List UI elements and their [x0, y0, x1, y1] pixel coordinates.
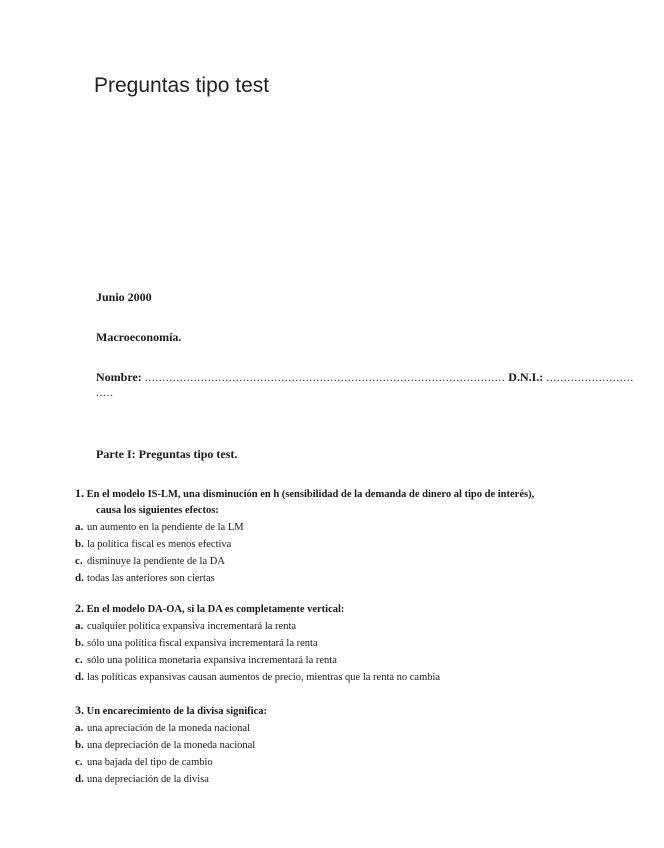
option-b [75, 635, 595, 652]
option-d [75, 771, 595, 788]
option-d [75, 669, 595, 686]
option-text: una depreciación de la moneda nacional [87, 740, 256, 751]
option-b [75, 737, 595, 754]
option-b [75, 536, 595, 553]
question-3 [75, 702, 595, 788]
option-text: una bajada del tipo de cambio [87, 757, 213, 768]
option-text: una depreciación de la divisa [87, 774, 209, 785]
option-text: disminuye la pendiente de la DA [87, 556, 225, 567]
option-a [75, 519, 595, 536]
page-title: Preguntas tipo test [94, 74, 270, 97]
question-number: 3. [75, 703, 84, 717]
option-c [75, 754, 595, 771]
option-text: una apreciación de la moneda nacional [87, 723, 250, 734]
name-dni-line [96, 370, 634, 385]
option-c [75, 652, 595, 669]
option-letter: b. [75, 739, 84, 751]
question-stem [75, 485, 595, 519]
name-label: Nombre: [96, 370, 142, 384]
question-stem [75, 600, 595, 618]
option-d [75, 570, 595, 587]
question-text-line1: En el modelo IS-LM, una disminución en h (sensibilidad de la demanda de dinero al tipo de interés), [86, 489, 535, 500]
option-a [75, 720, 595, 737]
option-text: sólo una política fiscal expansiva incrementará la renta [87, 638, 318, 649]
exam-date: Junio 2000 [96, 290, 152, 304]
dni-fill-dots: ......................... [546, 370, 634, 384]
option-letter: c. [75, 555, 83, 567]
question-text-line2: causa los siguientes efectos: [96, 505, 219, 516]
option-letter: a. [75, 620, 84, 632]
option-letter: a. [75, 521, 84, 533]
option-text: un aumento en la pendiente de la LM [87, 522, 244, 533]
part-heading: Parte I: Preguntas tipo test. [96, 447, 238, 461]
subject-name: Macroeconomía. [96, 330, 182, 344]
option-a [75, 618, 595, 635]
option-text: todas las anteriores son ciertas [87, 573, 215, 584]
option-letter: d. [75, 572, 84, 584]
question-text-line1: Un encarecimiento de la divisa significa: [86, 706, 267, 717]
option-letter: b. [75, 538, 84, 550]
question-stem [75, 702, 595, 720]
option-text: sólo una política monetaria expansiva incrementará la renta [87, 655, 337, 666]
question-number: 2. [75, 601, 84, 615]
option-letter: c. [75, 654, 83, 666]
dni-fill-dots-continuation: ..... [96, 385, 114, 399]
option-letter: d. [75, 773, 84, 785]
option-letter: c. [75, 756, 83, 768]
option-c [75, 553, 595, 570]
option-text: cualquier política expansiva incrementará la renta [87, 621, 297, 632]
option-letter: d. [75, 671, 84, 683]
question-2 [75, 600, 595, 686]
dni-label: D.N.I.: [508, 370, 544, 384]
question-1 [75, 485, 595, 587]
option-letter: a. [75, 722, 84, 734]
option-text: la política fiscal es menos efectiva [87, 539, 232, 550]
name-fill-dots: ....................................................................................................... [144, 370, 506, 384]
question-number: 1. [75, 486, 84, 500]
option-letter: b. [75, 637, 84, 649]
option-text: las políticas expansivas causan aumentos de precio, mientras que la renta no cambia [87, 672, 441, 683]
question-text-line1: En el modelo DA-OA, si la DA es completamente vertical: [86, 604, 345, 615]
